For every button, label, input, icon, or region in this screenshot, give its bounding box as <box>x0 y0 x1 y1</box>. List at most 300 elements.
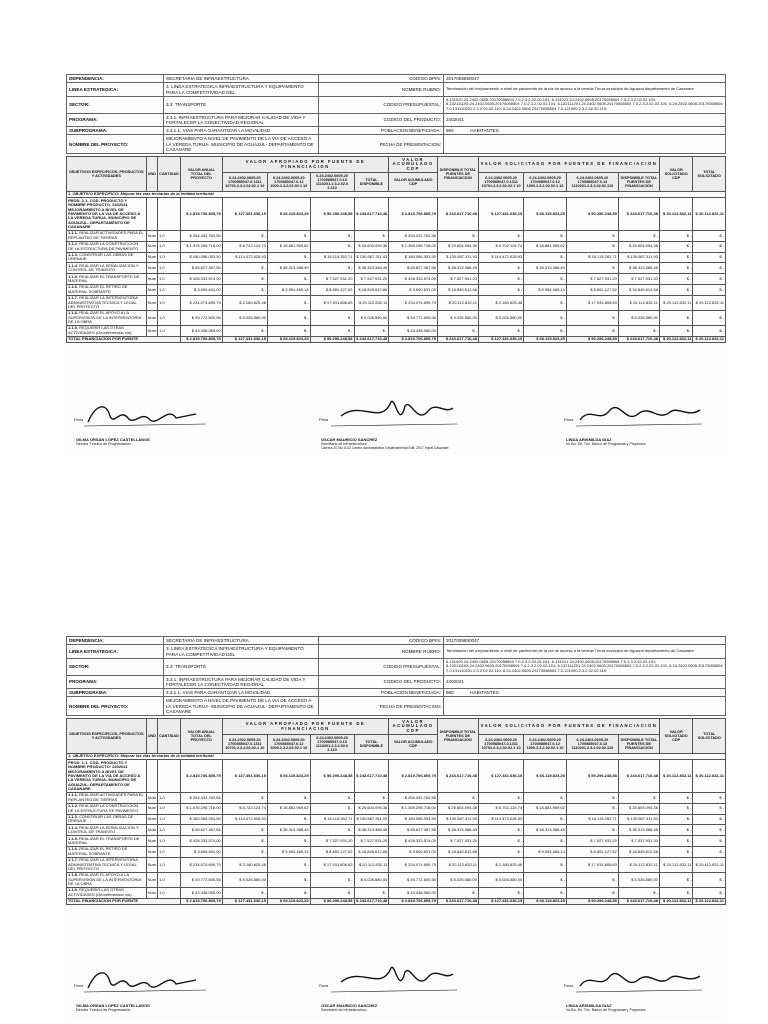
total-value: $ 50.296.248,58 <box>310 898 354 904</box>
habitantes-label: HABITANTES <box>470 128 499 134</box>
activity-value: $ 7.527.931,20 <box>618 836 659 847</box>
total-value: $ 50.296.248,58 <box>310 336 354 342</box>
activity-desc <box>67 814 147 825</box>
header-table <box>66 74 726 154</box>
producto-code: PROD. 1.1. <box>68 197 89 203</box>
activity-value: $ - <box>222 274 267 285</box>
subprograma-label: SUBPROGRAMA: <box>67 689 164 697</box>
activity-value: $ 6.702.124,74 <box>478 241 523 252</box>
activity-value: $ 38.313.388,49 <box>267 263 310 274</box>
activity-value: $ - <box>267 274 310 285</box>
activity-value: $ - <box>693 274 726 285</box>
table-row <box>67 857 726 872</box>
producto-value: $ 50.296.248,58 <box>310 198 354 231</box>
activity-value: $ - <box>566 792 618 803</box>
activity-value: $ - <box>310 230 354 241</box>
activity-value: $ 1.576.296.718,00 <box>180 241 222 252</box>
group-solicitado: VALOR SOLICITADO POR FUENTES DE FINANCIACION <box>478 157 659 173</box>
signature-2-firma: Firma <box>319 984 329 988</box>
activity-name: REALIZAR LA CONSTRUCCION DE LA ESTRUCTURA DE PAVIMENTO <box>68 803 139 813</box>
activity-cant: 1,0 <box>158 857 181 872</box>
activity-value: $ 65.627.467,56 <box>389 825 438 836</box>
producto-value: $ 127.431.636,15 <box>478 760 523 793</box>
activity-value: $ 234.074.699,79 <box>180 295 222 310</box>
signature-1-name: GILMA ORSAN LOPEZ CASTELLANOS <box>76 437 150 442</box>
activity-value: $ - <box>310 803 354 814</box>
activity-value: $ 65.627.467,56 <box>180 825 222 836</box>
nombre-rubro-label: NOMBRE RUBRO: <box>319 83 444 97</box>
activity-name: REALIZAR EL TRANSPORTE DE MATERIAL <box>68 273 140 283</box>
activity-value: $ 25.604.094,36 <box>354 241 389 252</box>
dependencia-value: SECRETARIA DE INFRAESTRUCTURA <box>164 637 319 645</box>
sector-value: 3.3. TRANSPORTE <box>164 658 319 675</box>
programa-value: 3.3.1. INFRAESTRUCTURA PARA MEJORAR CALIDAD DE VIDA Y FORTALECER LA CONECTIVIDAD REGIONAL <box>164 675 319 689</box>
activity-value: $ - <box>524 887 567 898</box>
activity-cant: 1,0 <box>158 263 181 274</box>
table-row <box>67 872 726 887</box>
activity-value: $ 9.954.465,14 <box>524 846 567 857</box>
signature-1-firma: Firma <box>74 984 84 988</box>
signature-2-firma: Firma <box>319 418 329 422</box>
producto-value: $ 2.819.706.805,79 <box>389 198 438 231</box>
table-row <box>67 814 726 825</box>
group-acumulado: VALOR ACUMULADO CDP <box>389 157 438 173</box>
activity-desc <box>67 792 147 803</box>
activity-desc <box>67 825 147 836</box>
activity-value: $ 2.180.625,48 <box>222 295 267 310</box>
activity-name: REQUERIR LAS OTRAS ACTIVIDADES (Georeferenciar vía) <box>68 325 132 335</box>
group-apropiado: VALOR APROPIADO POR FUENTE DE FINANCIACION <box>222 719 389 735</box>
activity-desc <box>67 836 147 847</box>
col-valor-anual: VALOR ANUAL TOTAL DEL PROYECTO <box>180 719 222 754</box>
activity-name: REQUERIR LAS OTRAS ACTIVIDADES (Georeferenciar vía) <box>68 887 132 897</box>
activity-value: $ 49.772.600,56 <box>389 310 438 325</box>
activity-value: $ 38.313.388,49 <box>524 825 567 836</box>
table-row <box>67 241 726 252</box>
activity-code: 1.1.5. <box>68 835 79 841</box>
table-row <box>67 263 726 274</box>
activity-value: $ - <box>566 241 618 252</box>
activity-value: $ 1.576.296.718,00 <box>180 803 222 814</box>
activity-value: $ - <box>693 310 726 325</box>
total-label: TOTAL FINANCIACION POR FUENTE <box>67 898 181 904</box>
activity-value: $ - <box>659 846 693 857</box>
activity-value: $ - <box>267 252 310 263</box>
total-value: $ 127.431.636,15 <box>478 336 523 342</box>
activity-cant: 1,0 <box>158 846 181 857</box>
activity-desc <box>67 310 147 325</box>
activity-und: Num <box>146 803 157 814</box>
activity-value: $ 18.845.612,66 <box>354 846 389 857</box>
activity-value: $ 428.333.574,00 <box>180 836 222 847</box>
activity-desc <box>67 846 147 857</box>
linea-value: 3. LINEA ESTRATEGICA INFRAESTRUCTURA Y EQUIPAMIENTO PARA LA COMPETITIVIDAD DEL <box>164 645 319 659</box>
activity-value: $ 2.180.625,48 <box>478 857 523 872</box>
activity-value: $ 234.074.699,79 <box>389 857 438 872</box>
activity-value: $ 20.112.832,11 <box>618 295 659 310</box>
signature-3-name: LINDA ARISMILDA DIAZ <box>566 1003 612 1008</box>
producto-value: $ 127.451.636,15 <box>222 198 267 231</box>
activity-value: $ - <box>267 310 310 325</box>
activity-code: 1.1.2. <box>68 241 79 247</box>
total-label: TOTAL FINANCIACION POR FUENTE <box>67 336 181 342</box>
activity-value: $ 25.604.094,36 <box>437 241 478 252</box>
activity-value: $ 18.881.969,62 <box>524 241 567 252</box>
producto-cant <box>158 198 181 231</box>
activity-value: $ 114.472.028,93 <box>222 814 267 825</box>
activity-name: REALIZAR ACTIVIDADES PARA EL REPLANTEO DE TIERRAS <box>68 792 144 802</box>
total-value: $ 127.431.636,15 <box>222 898 267 904</box>
activity-value: $ - <box>566 825 618 836</box>
col-objetivos: OBJETIVOS ESPECIFICOS, PRODUCTOS Y ACTIVIDADES <box>67 719 147 754</box>
activity-value: $ - <box>222 263 267 274</box>
activity-value: $ 130.587.311,93 <box>437 252 478 263</box>
producto-und <box>146 198 157 231</box>
signature-3 <box>566 396 716 456</box>
col-cantidad: CANTIDAD <box>158 719 181 754</box>
producto-und <box>146 760 157 793</box>
col-s2: 6.24.2402.0605.20 1700585047.0.12 1000.2.3.2.02.02.1 10 <box>524 735 567 754</box>
activity-value: $ - <box>310 887 354 898</box>
programa-label: PROGRAMA: <box>67 113 164 127</box>
activity-value: $ 18.845.612,66 <box>437 284 478 295</box>
subprograma-value: 3.3.1.1. VIAS PARA GARANTIZAR LA MOVILIDAD <box>164 689 319 697</box>
group-solicitado: VALOR SOLICITADO POR FUENTES DE FINANCIACION <box>478 719 659 735</box>
producto-value: $ 66.119.823,25 <box>267 760 310 793</box>
activity-value: $ 43.438.050,00 <box>389 887 438 898</box>
table-row <box>67 274 726 285</box>
codigo-producto-value: 2402041 <box>444 113 726 127</box>
activity-value: $ 428.333.574,00 <box>180 274 222 285</box>
codigo-producto-value: 2402041 <box>444 675 726 689</box>
activity-name: REALIZAR LA CONSTRUCCION DE LA ESTRUCTURA DE PAVIMENTO <box>68 241 139 251</box>
codigo-bpin-value: 2017005850047 <box>444 75 726 83</box>
activity-value: $ - <box>659 230 693 241</box>
activity-value: $ 20.112.832,11 <box>693 295 726 310</box>
activity-value: $ - <box>566 325 618 336</box>
total-value: $ 66.119.823,25 <box>267 336 310 342</box>
producto-value: $ 20.112.832,11 <box>693 760 726 793</box>
activity-value: $ - <box>524 872 567 887</box>
signature-3 <box>566 962 716 1022</box>
activity-value: $ 38.313.388,49 <box>618 825 659 836</box>
signature-3-firma: Firma <box>564 418 574 422</box>
blank-gap <box>0 470 768 620</box>
activity-value: $ - <box>437 325 478 336</box>
activity-name: REALIZAR LA INTERVENTORIA ADMINISTRATIVA TECNICA Y LEGAL DEL PROYECTO <box>68 295 138 309</box>
activity-value: $ - <box>659 803 693 814</box>
activity-value: $ 6.702.124,74 <box>478 803 523 814</box>
activity-value: $ - <box>310 241 354 252</box>
col-acum: VALOR ACUMULADO CDP <box>389 735 438 754</box>
activity-name: REALIZAR EL APOYO A LA SUPERVISION DE LA INTERVENTORIA DE LA OBRA <box>68 310 141 325</box>
activity-value: $ 130.587.311,93 <box>618 252 659 263</box>
producto-value: $ 243.617.710,48 <box>618 760 659 793</box>
activity-value: $ 7.527.931,20 <box>566 836 618 847</box>
col-valor-solicitado: VALOR SOLICITADO CDP <box>659 719 693 754</box>
activity-value: $ - <box>478 846 523 857</box>
activity-value: $ 38.313.388,49 <box>354 263 389 274</box>
producto-value: $ 2.819.706.805,79 <box>180 198 222 231</box>
nombre-proyecto-label: NOMBRE DEL PROYECTO: <box>67 135 164 154</box>
activity-value: $ - <box>267 887 310 898</box>
activity-value: $ 3.690.631,00 <box>180 284 222 295</box>
activity-value: $ 20.112.832,11 <box>437 295 478 310</box>
dependencia-label: DEPENDENCIA: <box>67 75 164 83</box>
activity-cant: 1,0 <box>158 252 181 263</box>
activity-value: $ - <box>310 872 354 887</box>
activity-value: $ 5.026.580,00 <box>222 872 267 887</box>
signature-2-scribble <box>321 396 471 432</box>
activity-value: $ 38.313.388,49 <box>267 825 310 836</box>
activity-value: $ 18.881.969,62 <box>524 803 567 814</box>
activity-value: $ - <box>659 284 693 295</box>
col-f3: 6.24.2402.0605.20 1700585047.0.13 1110201.2.3.2.02.0 2.110 <box>310 735 354 754</box>
activity-cant: 1,0 <box>158 274 181 285</box>
activity-value: $ - <box>566 230 618 241</box>
activity-und: Num <box>146 263 157 274</box>
activity-code: 1.1.2. <box>68 803 79 809</box>
activity-value: $ - <box>618 230 659 241</box>
activity-value: $ - <box>566 803 618 814</box>
total-value: $ 20.112.832,11 <box>659 898 693 904</box>
activity-value: $ - <box>659 252 693 263</box>
activity-value: $ - <box>478 825 523 836</box>
col-s2: 6.24.2402.0605.20 1700585047.0.12 1000.2.3.2.02.02.1 10 <box>524 173 567 192</box>
activity-value: $ - <box>566 872 618 887</box>
producto-value: $ 243.617.710,48 <box>618 198 659 231</box>
activity-value: $ 5.026.580,00 <box>222 310 267 325</box>
activity-desc <box>67 887 147 898</box>
activity-value: $ 20.112.832,11 <box>618 857 659 872</box>
activity-cant: 1,0 <box>158 825 181 836</box>
total-value: $ 50.296.248,58 <box>566 336 618 342</box>
activity-value: $ 180.086.053,50 <box>389 252 438 263</box>
activity-value: $ - <box>659 814 693 825</box>
activity-value: $ - <box>618 792 659 803</box>
signature-3-scribble <box>566 396 716 432</box>
activity-value: $ 7.527.931,20 <box>618 274 659 285</box>
total-value: $ 66.119.823,25 <box>267 898 310 904</box>
objetivo-row: 1. OBJETIVO ESPECIFICO: Mejorar las vías terciarias de la entidad territorial <box>67 753 726 759</box>
activity-code: 1.1.9. <box>68 325 79 331</box>
activity-cant: 1,0 <box>158 887 181 898</box>
activity-value: $ - <box>310 310 354 325</box>
nombre-proyecto-label: NOMBRE DEL PROYECTO: <box>67 697 164 716</box>
producto-name: COD. PRODUCTO Y NOMBRE PRODUCTO: 2402041 MEJORAMIENTO A NIVEL DE PAVIMENTO DE LA VIA DE ACCESO A LA VEREDA TURUA- MUNICIPIO DE AGUAZUL- DEPARTAMENTO DE CASANARE <box>68 759 141 792</box>
poblacion-value <box>444 127 726 135</box>
activity-value: $ - <box>310 263 354 274</box>
activity-value: $ - <box>693 825 726 836</box>
activity-und: Num <box>146 310 157 325</box>
activity-value: $ 49.772.600,56 <box>180 310 222 325</box>
activity-und: Num <box>146 836 157 847</box>
producto-value: $ 50.296.248,58 <box>566 198 618 231</box>
producto-cant <box>158 760 181 793</box>
activity-value: $ 2.180.625,48 <box>222 857 267 872</box>
activity-value: $ - <box>659 310 693 325</box>
activity-value: $ - <box>659 887 693 898</box>
activity-value: $ 16.115.352,71 <box>310 814 354 825</box>
activity-value: $ 18.881.969,62 <box>267 803 310 814</box>
activity-value: $ 8.891.127,52 <box>566 846 618 857</box>
activity-value: $ 43.438.050,00 <box>180 325 222 336</box>
activity-value: $ - <box>222 846 267 857</box>
activity-value: $ - <box>437 230 478 241</box>
fecha-label: FECHA DE PRESENTACION: <box>319 697 444 716</box>
total-value: $ 243.617.710,48 <box>618 336 659 342</box>
producto-value: $ 66.119.823,25 <box>524 760 567 793</box>
producto-value: $ 127.451.636,15 <box>222 760 267 793</box>
activity-value: $ 234.074.699,79 <box>389 295 438 310</box>
activity-value: $ 65.627.467,56 <box>389 263 438 274</box>
activity-cant: 1,0 <box>158 803 181 814</box>
producto-value: $ 243.617.710,48 <box>354 760 389 793</box>
activity-value: $ - <box>693 252 726 263</box>
producto-value: $ 50.296.248,58 <box>566 760 618 793</box>
activity-desc <box>67 295 147 310</box>
codigo-bpin-label: CODIGO BPIN: <box>319 75 444 83</box>
activity-value: $ - <box>693 814 726 825</box>
signature-3-name: LINDA ARISMILDA DIAZ <box>566 437 612 442</box>
activity-value: $ 38.313.388,49 <box>437 825 478 836</box>
dependencia-value: SECRETARIA DE INFRAESTRUCTURA <box>164 75 319 83</box>
activity-value: $ - <box>222 792 267 803</box>
objetivo-row: 1. OBJETIVO ESPECIFICO: Mejorar las vías terciarias de la entidad territorial <box>67 191 726 197</box>
activity-value: $ - <box>659 872 693 887</box>
producto-value: $ 2.819.706.805,79 <box>389 760 438 793</box>
nombre-rubro-value: Terminación del mejoramiento a nivel de pavimento de la vía de acceso a la vereda Turua municipio de Aguazul departamento de Casanare <box>444 645 726 659</box>
activity-und: Num <box>146 325 157 336</box>
activity-value: $ 9.954.465,14 <box>267 284 310 295</box>
codigo-producto-label: CODIGO DEL PRODUCTO: <box>319 113 444 127</box>
col-s3: 6.24.2402.0605.20 1700585047.0.13 1110201.2.3.2.02.02.110 <box>566 735 618 754</box>
budget-table-2 <box>66 718 726 905</box>
activity-value: $ - <box>693 887 726 898</box>
activity-value: $ - <box>566 310 618 325</box>
poblacion-label: POBLACION BENEFICIADA: <box>319 127 444 135</box>
col-acum: VALOR ACUMULADO CDP <box>389 173 438 192</box>
table-row <box>67 887 726 898</box>
activity-cant: 1,0 <box>158 295 181 310</box>
activity-value: $ 17.931.806,63 <box>566 295 618 310</box>
poblacion-value <box>444 689 726 697</box>
poblacion-number: 980 <box>446 690 454 696</box>
activity-desc <box>67 872 147 887</box>
activity-value: $ - <box>354 792 389 803</box>
producto-desc <box>67 198 147 231</box>
activity-value: $ 9.954.465,14 <box>267 846 310 857</box>
activity-value: $ - <box>659 325 693 336</box>
activity-value: $ 18.845.612,66 <box>354 284 389 295</box>
header-table-2 <box>66 636 726 716</box>
activity-value: $ 5.026.580,00 <box>478 872 523 887</box>
activity-code: 1.1.1. <box>68 230 79 236</box>
total-value: $ 2.819.706.805,79 <box>180 898 222 904</box>
activity-value: $ 20.112.832,11 <box>659 295 693 310</box>
activity-value: $ 114.472.028,93 <box>222 252 267 263</box>
col-s1: 6.24.2402.0605.20 1700585047.0.1311 10701.2.3.2.02.02.1 10 <box>478 735 523 754</box>
activity-value: $ 38.313.388,49 <box>437 263 478 274</box>
linea-value: 3. LINEA ESTRATEGICA INFRAESTRUCTURA Y EQUIPAMIENTO PARA LA COMPETITIVIDAD DEL <box>164 83 319 97</box>
activity-value: $ - <box>478 325 523 336</box>
activity-value: $ 5.026.580,00 <box>618 310 659 325</box>
producto-value: $ 2.819.706.805,79 <box>180 760 222 793</box>
col-f1: 6.24.2402.0605.20 1700585047.0.1311 10701.2.3.2.02.02.1 10 <box>222 173 267 192</box>
activity-desc <box>67 241 147 252</box>
activity-cant: 1,0 <box>158 836 181 847</box>
activity-value: $ - <box>693 872 726 887</box>
activity-value: $ 180.086.053,50 <box>180 252 222 263</box>
col-disp-total-fuentes: DISPONIBLE TOTAL FUENTES DE FINANCIACION <box>437 719 478 754</box>
activity-value: $ - <box>267 792 310 803</box>
activity-value: $ - <box>524 230 567 241</box>
col-total-disp: TOTAL DISPONIBLE <box>354 173 389 192</box>
activity-und: Num <box>146 814 157 825</box>
col-f3: 6.24.2402.0605.20 1700585047.0.13 1110201.2.3.2.02.0 2.110 <box>310 173 354 192</box>
linea-label: LINEA ESTRATEGICA: <box>67 645 164 659</box>
subprograma-label: SUBPROGRAMA: <box>67 127 164 135</box>
activity-desc <box>67 263 147 274</box>
sector-label: SECTOR: <box>67 96 164 113</box>
activity-value: $ 16.115.282,71 <box>566 252 618 263</box>
activity-code: 1.1.3. <box>68 252 79 258</box>
activity-name: REALIZAR LA SEÑALIZACION Y CONTROL DE TRANSITO <box>68 824 139 835</box>
activity-value: $ - <box>524 857 567 872</box>
activity-value: $ 130.587.311,93 <box>618 814 659 825</box>
total-row <box>67 898 726 904</box>
signatures-block <box>66 396 726 456</box>
activity-name: REALIZAR EL TRANSPORTE DE MATERIAL <box>68 835 140 845</box>
nombre-proyecto-value: MEJORAMIENTO A NIVEL DE PAVIMENTO DE LA VIA DE ACCESO A LA VEREDA TURUA- MUNICIPIO DE AGUAZUL- DEPARTAMENTO DE CASANARE <box>164 135 319 154</box>
activity-name: CONSTRUIR LAS OBRAS DE DRENAJE <box>68 252 134 262</box>
activity-value: $ - <box>267 836 310 847</box>
activity-desc <box>67 274 147 285</box>
activity-value: $ 7.527.931,20 <box>437 274 478 285</box>
activity-value: $ 20.112.832,11 <box>437 857 478 872</box>
activity-und: Num <box>146 887 157 898</box>
activity-value: $ 7.527.931,20 <box>566 274 618 285</box>
nombre-rubro-label: NOMBRE RUBRO: <box>319 645 444 659</box>
activity-value: $ 17.931.806,63 <box>310 295 354 310</box>
activity-value: $ 16.115.352,71 <box>310 252 354 263</box>
activity-value: $ 254.432.762,56 <box>389 230 438 241</box>
activity-value: $ - <box>222 284 267 295</box>
activity-cant: 1,0 <box>158 241 181 252</box>
producto-value: $ 243.617.710,48 <box>437 198 478 231</box>
table-row <box>67 284 726 295</box>
activity-value: $ - <box>354 325 389 336</box>
signature-2-extra: Carrera 20 No. 8-02 Centro Administrativo Departamental Edif. 2017 Yopal Casanare <box>321 446 449 450</box>
activity-value: $ 25.604.094,36 <box>618 803 659 814</box>
fecha-value <box>444 135 726 154</box>
activity-value: $ - <box>354 230 389 241</box>
col-f2: 6.24.2402.0605.20 1700585047.0.12 1000.2.3.2.02.02.1 10 <box>267 735 310 754</box>
codigo-presupuestal-label: CODIGO PRESUPUESTAL: <box>319 658 444 675</box>
activity-code: 1.1.7. <box>68 295 79 301</box>
activity-und: Num <box>146 825 157 836</box>
total-value: $ 243.617.710,48 <box>354 336 389 342</box>
activity-code: 1.1.8. <box>68 310 79 316</box>
activity-value: $ - <box>618 887 659 898</box>
activity-cant: 1,0 <box>158 325 181 336</box>
total-value: $ 127.431.636,15 <box>222 336 267 342</box>
activity-value: $ 20.112.832,11 <box>354 857 389 872</box>
activity-value: $ - <box>478 263 523 274</box>
activity-value: $ - <box>478 836 523 847</box>
activity-code: 1.1.4. <box>68 262 79 268</box>
activity-value: $ 5.026.580,00 <box>618 872 659 887</box>
